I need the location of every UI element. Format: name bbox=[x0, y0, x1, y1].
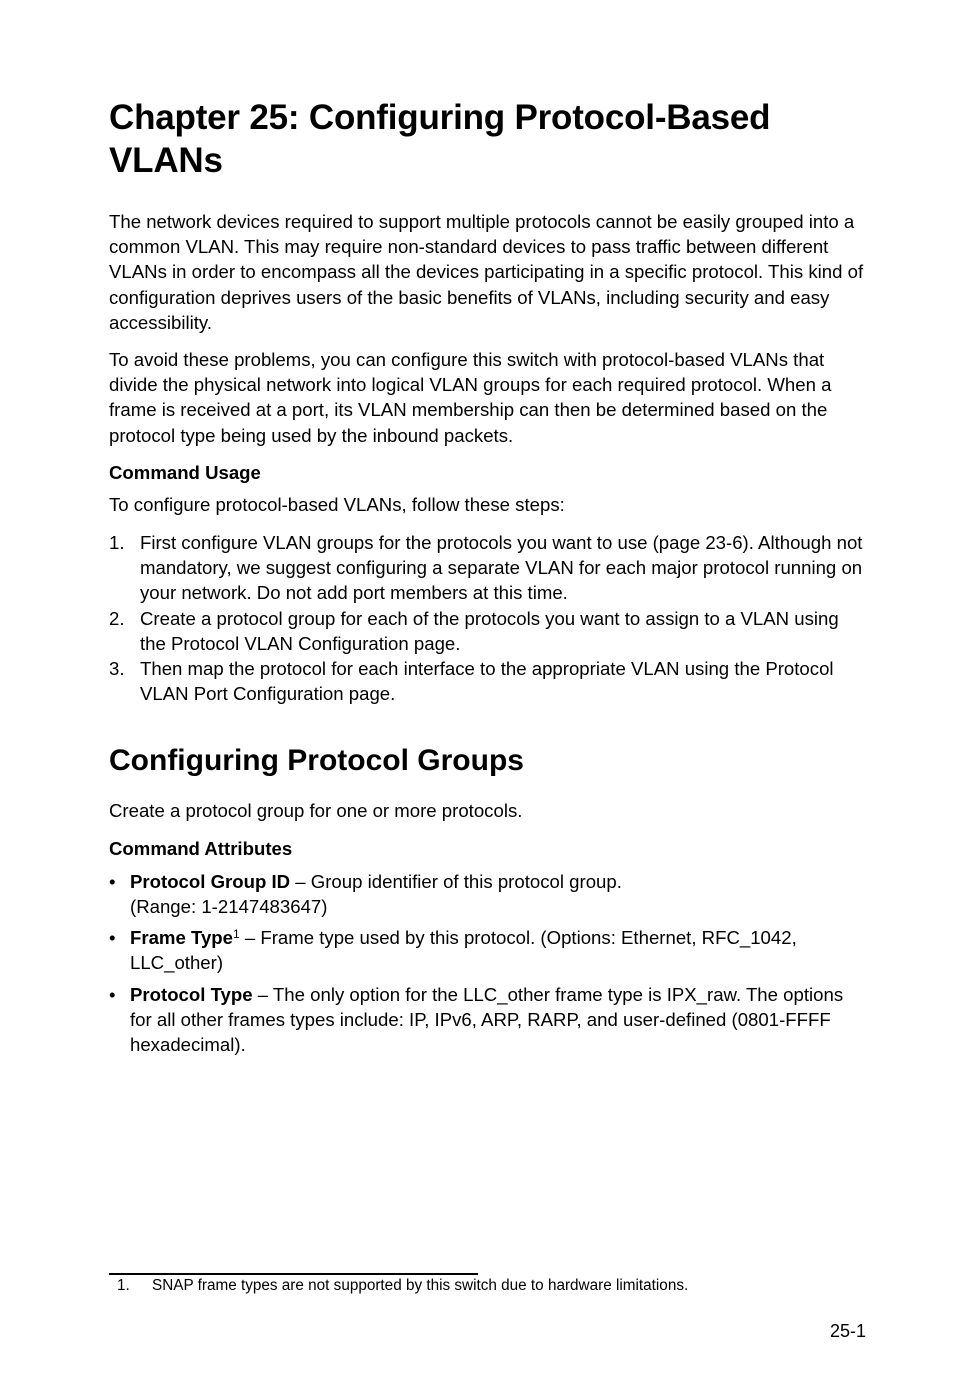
command-usage-intro: To configure protocol-based VLANs, follow these steps: bbox=[109, 494, 565, 515]
section-title: Configuring Protocol Groups bbox=[109, 744, 524, 777]
attribute-description: – Frame type used by this protocol. (Options: Ethernet, RFC_1042, LLC_other) bbox=[130, 927, 797, 974]
step-number: 3. bbox=[109, 658, 125, 680]
footnote-reference: 1 bbox=[233, 927, 240, 941]
footnote-divider bbox=[109, 1273, 478, 1275]
intro-paragraph-1: The network devices required to support multiple protocols cannot be easily grouped into a common VLAN. This may require non-standard devices to pass traffic between different VLANs in order to encompass all the devices participating in a specific protocol. This kind of configuration deprives users of the basic benefits of VLANs, including security and easy accessibility. bbox=[109, 211, 864, 333]
step-text: Then map the protocol for each interface to the appropriate VLAN using the Protocol VLAN Port Configuration page. bbox=[140, 658, 834, 705]
step-text: First configure VLAN groups for the protocols you want to use (page 23-6). Although not mandatory, we suggest configuring a separate VLAN for each major protocol running on your network. Do not add port members at this time. bbox=[140, 532, 863, 604]
page-number: 25-1 bbox=[829, 1321, 866, 1341]
attribute-range: (Range: 1-2147483647) bbox=[130, 896, 328, 918]
footnote-text: SNAP frame types are not supported by this switch due to hardware limitations. bbox=[152, 1277, 689, 1294]
attributes-list bbox=[109, 982, 869, 1058]
attributes-list bbox=[109, 869, 869, 919]
attribute-term: Protocol Group ID bbox=[130, 871, 291, 892]
attribute-description: – The only option for the LLC_other frame type is IPX_raw. The options for all other frames types include: IP, IPv6, ARP, RARP, and user-defined (0801-FFFF hexadecimal). bbox=[130, 984, 844, 1056]
chapter-title: Chapter 25: Configuring Protocol-Based VLANs bbox=[109, 98, 771, 180]
section-intro: Create a protocol group for one or more protocols. bbox=[109, 800, 523, 821]
step-number: 1. bbox=[109, 532, 125, 553]
list-item bbox=[109, 656, 869, 706]
list-item bbox=[109, 869, 869, 919]
attribute-description: – Group identifier of this protocol group. bbox=[290, 871, 622, 892]
command-usage-heading: Command Usage bbox=[109, 462, 261, 483]
list-item bbox=[109, 530, 869, 606]
list-item bbox=[109, 982, 869, 1058]
bullet-icon: • bbox=[109, 984, 116, 1005]
intro-paragraph-2: To avoid these problems, you can configure this switch with protocol-based VLANs that divide the physical network into logical VLAN groups for each required protocol. When a frame is received at a port, its VLAN membership can then be determined based on the protocol type being used by the inbound packets. bbox=[109, 349, 832, 446]
attributes-list bbox=[109, 925, 869, 975]
step-number: 2. bbox=[109, 607, 125, 629]
steps-list bbox=[109, 530, 869, 706]
step-text: Create a protocol group for each of the protocols you want to assign to a VLAN using the Protocol VLAN Configuration page. bbox=[140, 607, 839, 654]
list-item bbox=[109, 606, 869, 656]
attribute-term: Protocol Type bbox=[130, 984, 253, 1005]
bullet-icon: • bbox=[109, 927, 116, 948]
footnote bbox=[117, 1276, 877, 1296]
footnote-number: 1. bbox=[117, 1277, 130, 1294]
list-item bbox=[109, 925, 869, 975]
command-attributes-heading: Command Attributes bbox=[109, 838, 293, 859]
bullet-icon: • bbox=[109, 871, 116, 892]
attribute-term: Frame Type bbox=[130, 927, 233, 948]
